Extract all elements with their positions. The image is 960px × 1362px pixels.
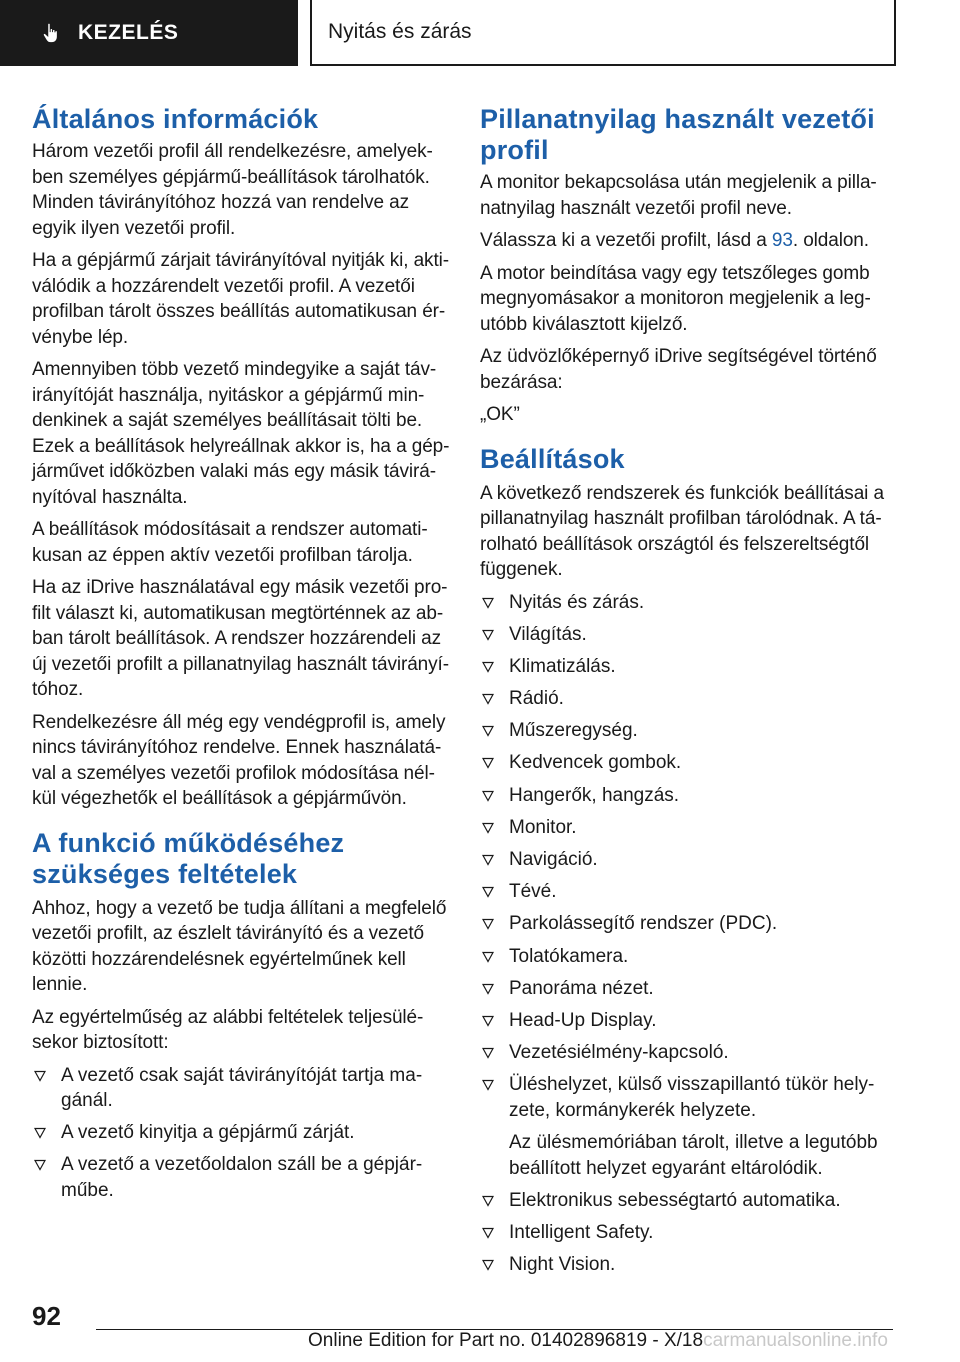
list-item [32,1063,450,1114]
triangle-bullet-icon [482,725,494,737]
paragraph: Amennyiben több vezető mindegyike a saját táv-irányítóját használja, nyitáskor a gépjármű min-denkinek a saját személyes beállításait tölti be. Ezek a beállítások helyreállnak akkor is, ha a gép-járművet időközben valaki más egy másik távirá-nyítóval használta. [32,359,450,508]
list-item [480,718,892,744]
text: Válassza ki a vezetői profilt, lásd a [480,230,772,251]
list-item-text: A vezető csak saját távirányítóját tartja ma-gánál. [61,1064,423,1111]
list-item [480,911,892,937]
triangle-bullet-icon [482,629,494,641]
triangle-bullet-icon [482,790,494,802]
paragraph: A beállítások módosításait a rendszer automati-kusan az éppen aktív vezetői profilban tárolja. [32,519,428,566]
triangle-bullet-icon [482,757,494,769]
triangle-bullet-icon [482,1227,494,1239]
paragraph: A következő rendszerek és funkciók beállításai a pillanatnyilag használt profilban tárolódnak. A tá-rolható beállítások országtól és felszereltségtől függenek. [480,482,884,580]
list-item-text: Nyitás és zárás. [509,591,645,613]
paragraph: Három vezetői profil áll rendelkezésre, amelyek-ben személyes gépjármű-beállítások tárolhatók. Minden távirányítóhoz hozzá van rendelve az egyik ilyen vezetői profil. [32,141,433,239]
right-column [480,100,892,1285]
paragraph [480,228,892,254]
hand-pointer-icon [40,22,62,44]
list-item [480,879,892,905]
paragraph: Ha az iDrive használatával egy másik vezetői pro-filt választ ki, automatikusan megtörténnek az ab-ban tárolt beállítások. A rendszer hozzárendeli az új vezetői profilt a pillanatnyilag használt távirányí-tóhoz. [32,577,449,700]
list-item-text: Kedvencek gombok. [509,752,682,774]
left-column [32,100,450,1210]
list-item-text: Tévé. [509,881,557,903]
breadcrumb[interactable] [310,0,896,66]
page-number: 92 [32,1301,61,1331]
triangle-bullet-icon [482,1195,494,1207]
triangle-bullet-icon [482,1047,494,1059]
paragraph: Az egyértelműség az alábbi feltételek teljesülé-sekor biztosított: [32,1006,424,1053]
list-item-text: Világítás. [509,623,587,645]
list-item [480,783,892,809]
page-header [0,0,960,66]
list-item [480,686,892,712]
list-item [480,1252,892,1278]
triangle-bullet-icon [482,1015,494,1027]
watermark: carmanualsonline.info [703,1330,888,1351]
list-item [480,1008,892,1034]
heading-requirements: A funkció működéséhez szükséges feltételek [32,827,345,889]
list-item-subtext: Az ülésmemóriában tárolt, illetve a legutóbb beállított helyzet egyaránt eltárolódik. [509,1132,878,1179]
footer-edition [308,1330,888,1352]
list-item-text: Panoráma nézet. [509,977,654,999]
triangle-bullet-icon [482,918,494,930]
text: . oldalon. [792,230,869,251]
list-item [480,654,892,680]
list-item [480,750,892,776]
list-item-text: Intelligent Safety. [509,1222,654,1244]
list-item-text: Monitor. [509,816,577,838]
heading-general-info: Általános információk [32,104,319,134]
list-item-text: Vezetésiélmény-kapcsoló. [509,1042,729,1064]
paragraph: A motor beindítása vagy egy tetszőleges gomb megnyomásakor a monitoron megjelenik a leg-utóbb kiválasztott kijelző. [480,262,871,335]
list-item [480,976,892,1002]
list-item [32,1152,450,1203]
list-item-text: Hangerők, hangzás. [509,784,680,806]
triangle-bullet-icon [34,1127,46,1139]
list-item-text: A vezető kinyitja a gépjármű zárját. [61,1122,355,1144]
list-item [480,815,892,841]
triangle-bullet-icon [482,854,494,866]
paragraph: Rendelkezésre áll még egy vendégprofil is, amely nincs távirányítóhoz rendelve. Ennek használatá-val a személyes vezetői profilok módosítása nél-kül végezhetők el beállítások a gépjárművön. [32,711,446,809]
triangle-bullet-icon [34,1070,46,1082]
paragraph: Az üdvözlőképernyő iDrive segítségével történő bezárása: [480,346,877,393]
list-item-text: Üléshelyzet, külső visszapillantó tükör hely-zete, kormánykerék helyzete. [509,1074,875,1121]
list-item [480,944,892,970]
triangle-bullet-icon [482,1259,494,1271]
triangle-bullet-icon [482,886,494,898]
triangle-bullet-icon [482,1079,494,1091]
heading-settings: Beállítások [480,443,625,474]
edition-text: Online Edition for Part no. 01402896819 - X/18 [308,1330,704,1351]
list-item [480,1188,892,1214]
triangle-bullet-icon [482,597,494,609]
list-item [480,1040,892,1066]
triangle-bullet-icon [482,693,494,705]
paragraph: A monitor bekapcsolása után megjelenik a pilla-natnyilag használt vezetői profil neve. [480,172,877,219]
list-item [480,847,892,873]
triangle-bullet-icon [34,1159,46,1171]
list-item-text: A vezető a vezetőoldalon száll be a gépjár-műbe. [61,1154,423,1201]
paragraph: „OK” [480,404,520,425]
list-item [480,1220,892,1246]
list-item-text: Head-Up Display. [509,1009,657,1031]
triangle-bullet-icon [482,822,494,834]
triangle-bullet-icon [482,951,494,963]
list-item-text: Elektronikus sebességtartó automatika. [509,1190,841,1211]
list-item [480,590,892,616]
list-item-text: Rádió. [509,688,564,710]
section-label: KEZELÉS [78,21,179,44]
list-item-text: Navigáció. [509,849,598,870]
requirements-list [32,1063,450,1204]
settings-list [480,590,892,1278]
triangle-bullet-icon [482,983,494,995]
list-item [480,622,892,648]
list-item [32,1120,450,1146]
section-tab[interactable] [0,0,298,66]
list-item-text: Műszeregység. [509,720,638,742]
list-item-text: Klimatizálás. [509,655,616,677]
list-item-text: Parkolássegítő rendszer (PDC). [509,913,778,935]
page-reference-link[interactable]: 93 [771,230,793,251]
paragraph: Ha a gépjármű zárjait távirányítóval nyitják ki, akti-válódik a hozzárendelt vezetői profil. A vezetői profilban tárolt összes beállítás automatikusan ér-vénybe lép. [32,250,449,348]
triangle-bullet-icon [482,661,494,673]
heading-current-profile: Pillanatnyilag használt vezetői profil [480,104,875,165]
list-item [480,1072,892,1181]
breadcrumb-label: Nyitás és zárás [328,20,472,43]
list-item-text: Tolatókamera. [509,945,629,967]
list-item-text: Night Vision. [509,1254,616,1276]
paragraph: Ahhoz, hogy a vezető be tudja állítani a megfelelő vezetői profilt, az észlelt távirányító és a vezető közötti hozzárendelésnek egyértelműnek kell lennie. [32,897,447,995]
